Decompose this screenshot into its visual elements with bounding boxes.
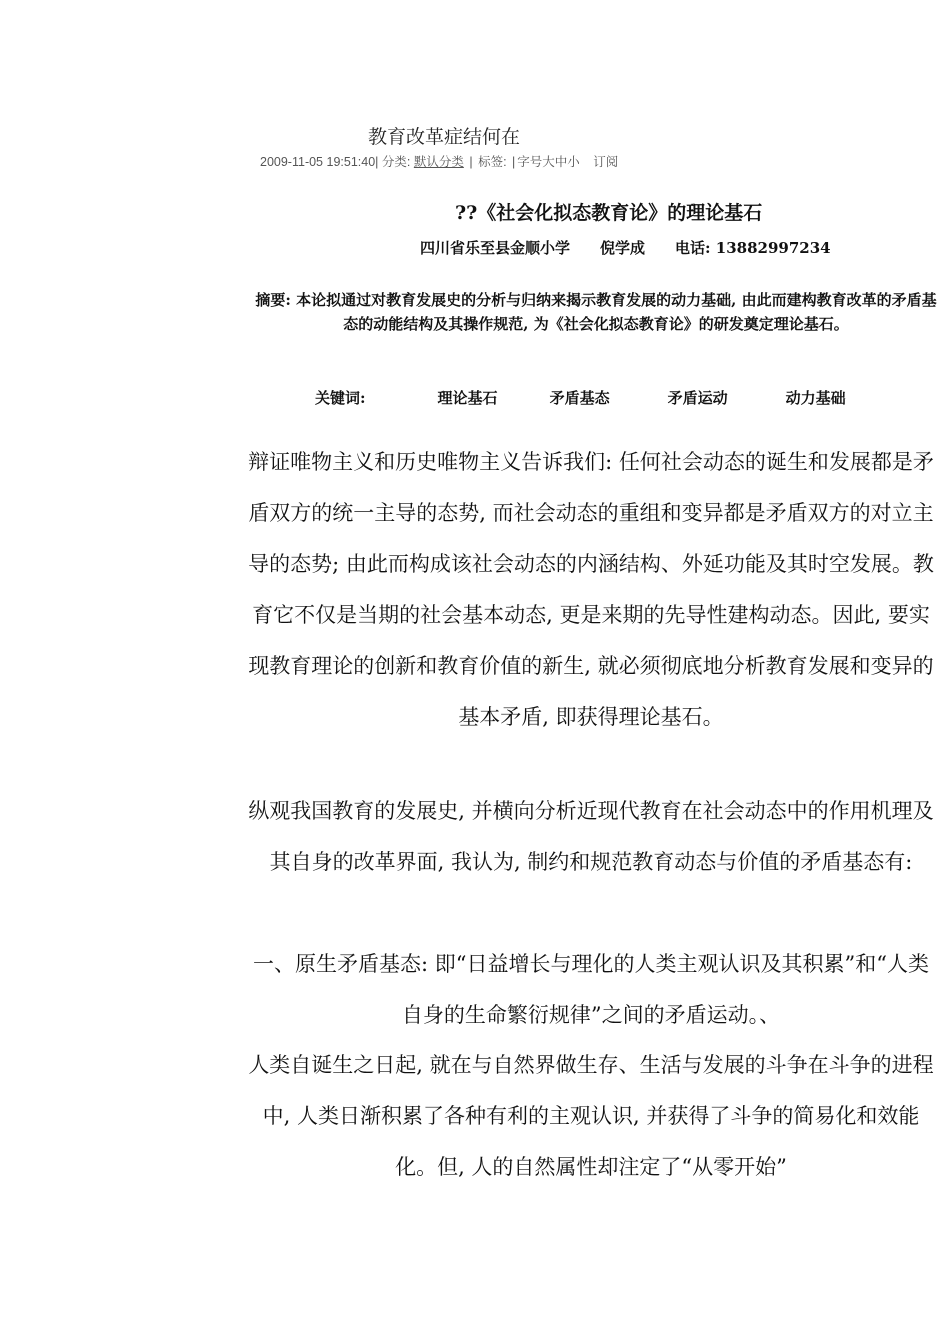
body-paragraph: 人类自诞生之日起, 就在与自然界做生存、生活与发展的斗争在斗争的进程中, 人类日渐积累了各种有利的主观认识, 并获得了斗争的简易化和效能化。但, 人的自然属性却注定了“从零开始”: [248, 1053, 934, 1179]
document-title: ??《社会化拟态教育论》的理论基石: [455, 202, 763, 224]
post-datetime: 2009-11-05 19:51:40|: [260, 155, 379, 169]
keyword-item: 动力基础: [785, 389, 846, 407]
keywords-line: [315, 387, 846, 408]
category-label: 分类:: [381, 155, 411, 169]
abstract: 摘要: 本论拟通过对教育发展史的分析与归纳来揭示教育发展的动力基础, 由此而建构教育改革的矛盾基态的动能结构及其操作规范, 为《社会化拟态教育论》的研发奠定理论基石。: [255, 291, 937, 333]
author-line: [420, 237, 831, 258]
font-size-selector[interactable]: 字号大中小: [517, 155, 580, 169]
author-name: 倪学成: [600, 239, 646, 257]
author-school: 四川省乐至县金顺小学: [420, 239, 571, 257]
author-phone: 电话: 13882997234: [675, 239, 831, 257]
body-paragraph: 纵观我国教育的发展史, 并横向分析近现代教育在社会动态中的作用机理及其自身的改革界面, 我认为, 制约和规范教育动态与价值的矛盾基态有:: [248, 799, 934, 874]
blog-title: 教育改革症结何在: [368, 126, 521, 148]
tags-separator: |: [512, 155, 516, 169]
category-link[interactable]: 默认分类: [413, 155, 464, 169]
keyword-item: 矛盾基态: [549, 389, 610, 407]
keywords-label: 关键词:: [315, 389, 366, 407]
post-meta: [260, 152, 618, 170]
section-heading-paragraph: 一、原生矛盾基态: 即“日益增长与理化的人类主观认识及其积累”和“人类自身的生命繁衍规律”之间的矛盾运动。、: [253, 952, 929, 1027]
subscribe-link[interactable]: 订阅: [593, 155, 619, 169]
keyword-item: 理论基石: [437, 389, 498, 407]
tags-label: 标签:: [478, 155, 507, 169]
keyword-item: 矛盾运动: [667, 389, 728, 407]
category-separator: |: [469, 155, 473, 169]
body-paragraph: 辩证唯物主义和历史唯物主义告诉我们: 任何社会动态的诞生和发展都是矛盾双方的统一主导的态势, 而社会动态的重组和变异都是矛盾双方的对立主导的态势; 由此而构成该社会动态的内涵结构、外延功能及其时空发展。教育它不仅是当期的社会基本动态, 更是来期的先导性建构动态。因此, 要实现教育理论的创新和教育价值的新生, 就必须彻底地分析教育发展和变异的基本矛盾, 即获得理论基石。: [248, 450, 934, 729]
